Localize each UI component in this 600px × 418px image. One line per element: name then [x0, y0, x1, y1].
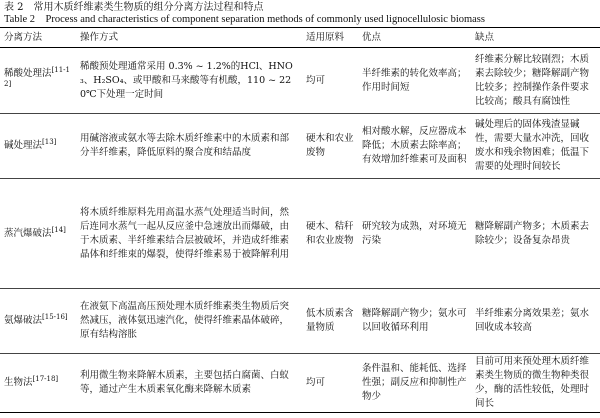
method-name: 碱处理法 — [4, 140, 43, 151]
cons-cell: 纤维素分解比较剧烈；木质素去除较少；糖降解副产物比较多；控制操作条件要求比较高；酸具有腐蚀性 — [475, 53, 590, 107]
method-name: 生物法 — [4, 377, 33, 388]
pros-cell: 条件温和、能耗低、选择性强；副反应和抑制性产物少 — [362, 363, 467, 402]
operation-cell: 在液氨下高温高压预处理木质纤维素类生物质后突然减压，液体氨迅速汽化，使得纤维素晶体破碎，原有结构溶胀 — [80, 301, 290, 340]
reference: [14] — [51, 225, 66, 234]
material-cell: 低木质素含量物质 — [306, 308, 354, 333]
operation-cell: 利用微生物来降解木质素，主要包括白腐菌、白蚁等，通过产生木质素氧化酶来降解木质素 — [80, 370, 290, 395]
separation-methods-table — [0, 27, 600, 413]
table-row — [0, 114, 600, 179]
header-cons: 缺点 — [475, 31, 495, 43]
table-header-row — [0, 28, 600, 48]
material-cell: 均可 — [306, 74, 326, 86]
method-name: 稀酸处理法 — [4, 67, 52, 79]
reference: [17-18] — [32, 374, 59, 383]
cons-cell: 碱处理后的固体残渣显碱性，需要大量水冲洗，回收废水和残余物困难；低温下需要的处理时间较长 — [475, 119, 590, 172]
operation-cell: 用碱溶液或氨水等去除木质纤维素中的木质素和部分半纤维素，降低原料的聚合度和结晶度 — [80, 133, 290, 158]
header-method: 分离方法 — [4, 31, 43, 43]
cons-cell: 半纤维素分离效果差；氨水回收成本较高 — [475, 308, 590, 333]
operation-cell: 将木质纤维原料先用高温水蒸气处理适当时间，然后连同水蒸气一起从反应釜中急速放出而爆破，由于木质素、半纤维素结合层被破坏，并造成纤维素晶体和纤维束的爆裂，使得纤维素易于被降解利用 — [80, 206, 290, 260]
material-cell: 硬木、秸秆和农业废物 — [306, 220, 354, 246]
material-cell: 均可 — [306, 377, 326, 388]
method-cell — [0, 354, 76, 413]
method-cell — [0, 114, 76, 179]
table-row — [0, 48, 600, 114]
table-row — [0, 354, 600, 413]
reference: [13] — [42, 137, 57, 146]
reference: [11-12] — [4, 65, 70, 88]
caption-english: Table 2 Process and characteristics of component separation methods of commonly used lignocellulosic biomass — [4, 14, 485, 25]
method-cell — [0, 48, 76, 114]
operation-cell: 稀酸预处理通常采用 0.3% ~ 1.2%的HCl、HNO₃、H₂SO₄、或甲酸和马来酸等有机酸，110 ~ 220℃下处理一定时间 — [80, 60, 293, 100]
pros-cell: 半纤维素的转化效率高；作用时间短 — [362, 67, 467, 93]
pros-cell: 研究较为成熟，对环境无污染 — [362, 220, 467, 246]
table-row — [0, 289, 600, 354]
header-pros: 优点 — [362, 31, 382, 43]
reference: [15-16] — [42, 312, 68, 321]
pros-cell: 相对酸水解，反应器成本降低；木质素去除率高；有效增加纤维素可及面积 — [362, 126, 467, 165]
header-material: 适用原料 — [306, 31, 345, 43]
header-operation: 操作方式 — [80, 31, 119, 43]
method-name: 氨爆破法 — [4, 315, 43, 326]
cons-cell: 目前可用来预处理木质纤维素类生物质的微生物种类很少，酶的活性较低，处理时间长 — [475, 356, 590, 409]
method-cell — [0, 179, 76, 289]
cons-cell: 糖降解副产物多；木质素去除较少；设备复杂昂贵 — [475, 220, 590, 246]
method-cell — [0, 289, 76, 354]
caption-chinese: 表 2 常用木质纤维素类生物质的组分分离方法过程和特点 — [4, 2, 264, 13]
method-name: 蒸汽爆破法 — [4, 227, 52, 239]
material-cell: 硬木和农业废物 — [306, 133, 354, 158]
table-caption — [0, 0, 600, 26]
table-row — [0, 179, 600, 289]
pros-cell: 糖降解副产物少；氨水可以回收循环利用 — [362, 308, 467, 333]
